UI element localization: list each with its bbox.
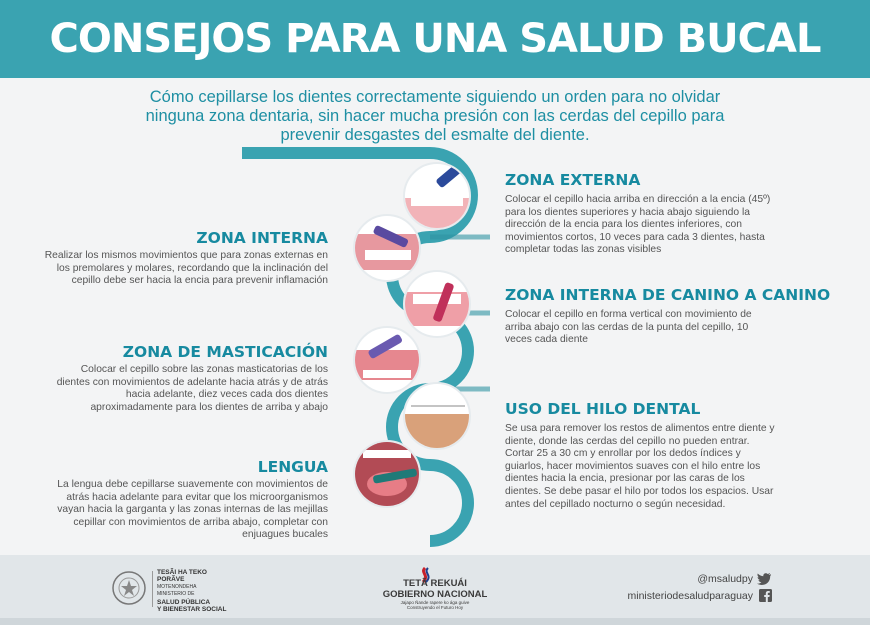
chewing-zone-title: ZONA DE MASTICACIÓN xyxy=(122,343,328,361)
tongue-photo xyxy=(353,440,421,508)
chewing-zone-text: Colocar el cepillo sobre las zonas masticatorias de los dientes con movimientos de adelante hacia atrás y de atrás hacia adelante, diez veces cada dos dientes aproximadamente para los dientes de arriba y abajo xyxy=(56,364,328,413)
footer-strip xyxy=(0,618,870,625)
internal-zone-text: Realizar los mismos movimientos que para zonas externas en los premolares y molares, recordando que la inclinación del cepillo debe ser hacia la encia para prevenir inflamación xyxy=(44,250,328,287)
canine-zone-title: ZONA INTERNA DE CANINO A CANINO xyxy=(505,286,831,304)
ministry-logo-text: TESÃI HA TEKO PORÃVE MOTENONDEHA MINISTERIO DE SALUD PÚBLICA Y BIENESTAR SOCIAL xyxy=(157,569,227,614)
intro-text: Cómo cepillarse los dientes correctamente siguiendo un orden para no olvidar ninguna zona dentaria, sin hacer mucha presión con las cerdas del cepillo para prevenir desgastes del esmalte del diente. xyxy=(145,88,725,144)
floss-text: Se usa para remover los restos de alimentos entre diente y diente, donde las cerdas del cepillo no pueden entrar. Cortar 25 a 30 cm y enrollar por los dedos índices y guiarlos, hacer movimientos suaves con el hilo entre los dientes hacia la encia, presionar por las caras de los dientes. Se debe pasar el hilo por todos los espacios. Usar antes del cepillado nocturno o según necesidad. xyxy=(505,423,775,510)
seal-icon xyxy=(111,570,147,606)
twitter-handle[interactable]: @msaludpy xyxy=(697,573,753,585)
internal-zone-title: ZONA INTERNA xyxy=(196,229,328,247)
internal-zone-photo xyxy=(353,214,421,282)
canine-zone-text: Colocar el cepillo en forma vertical con movimiento de arriba abajo con las cerdas de la punta del cepillo, 10 veces cada diente xyxy=(505,309,752,346)
government-logo: TETÃ REKUÁI GOBIERNO NACIONAL Jajapo Ñande rapere ko ága guive Construyendo el Futuro Hoy xyxy=(382,578,488,610)
tongue-title: LENGUA xyxy=(257,458,328,476)
tongue-text: La lengua debe cepillarse suavemente con movimientos de atrás hacia adelante para evitar que los microorganismos vayan hacia la garganta y las zonas internas de las mejillas cepillar con movimientos de arriba abajo, completar con enjuagues bucales xyxy=(57,479,328,541)
canine-zone-photo xyxy=(403,270,471,338)
floss-title: USO DEL HILO DENTAL xyxy=(505,400,701,418)
footer-divider xyxy=(152,571,153,607)
page-title: CONSEJOS PARA UNA SALUD BUCAL xyxy=(49,16,821,62)
external-zone-text: Colocar el cepillo hacia arriba en dirección a la encia (45º) para los dientes superiores y hacia abajo siguiendo la dirección de la encia para los dientes inferiores, con movimientos cortos, 10 veces para cada 3 dientes, hasta completar todas las zonas visibles xyxy=(505,194,771,256)
twitter-icon[interactable] xyxy=(757,572,772,585)
facebook-handle[interactable]: ministeriodesaludparaguay xyxy=(627,590,753,602)
facebook-icon[interactable] xyxy=(759,589,772,602)
floss-photo xyxy=(403,382,471,450)
external-zone-title: ZONA EXTERNA xyxy=(505,171,641,189)
chewing-zone-photo xyxy=(353,326,421,394)
external-zone-photo xyxy=(403,162,471,230)
